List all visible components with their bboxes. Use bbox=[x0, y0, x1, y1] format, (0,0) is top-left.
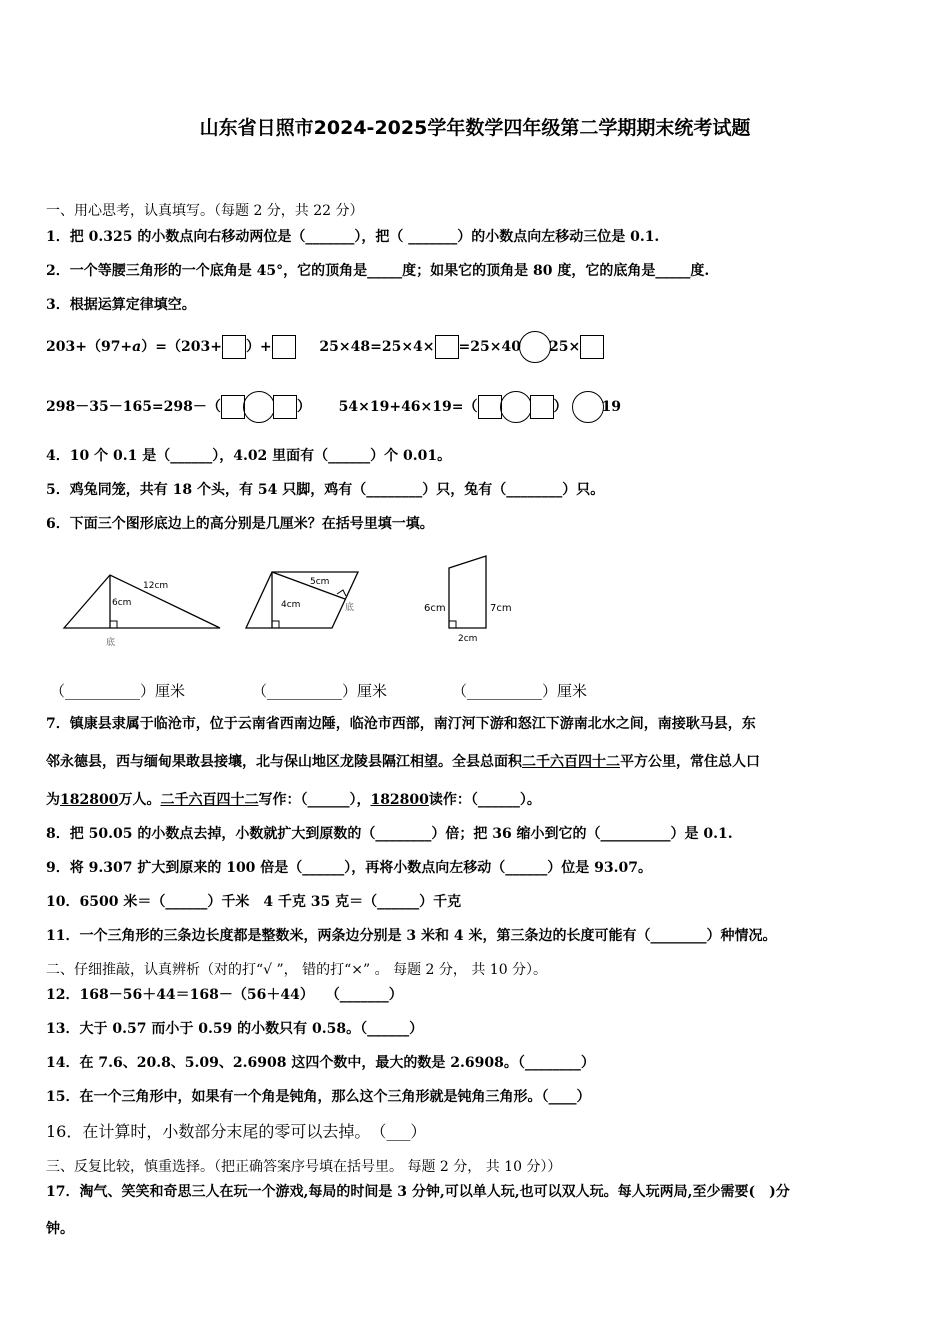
answer-box[interactable] bbox=[580, 335, 604, 359]
answer-box[interactable] bbox=[273, 395, 297, 419]
question-5: 5．鸡兔同笼，共有 18 个头，有 54 只脚，鸡有（________）只，兔有（________）只。 bbox=[46, 482, 605, 498]
fig3-bottom-label: 2cm bbox=[458, 634, 478, 644]
question-7-line-2: 邻永德县，西与缅甸果敢县接壤，北与保山地区龙陵县隔江相望。全县总面积二千六百四十二平方公里，常住总人口 bbox=[46, 754, 760, 770]
q6-answer-3: （__________）厘米 bbox=[452, 682, 588, 700]
question-14: 14．在 7.6、20.8、5.09、2.6908 这四个数中，最大的数是 2.6908。（________） bbox=[46, 1055, 595, 1071]
answer-box[interactable] bbox=[530, 395, 554, 419]
fig2-base-label: 底 bbox=[345, 603, 355, 613]
question-4: 4．10 个 0.1 是（______），4.02 里面有（______）个 0.01。 bbox=[46, 448, 452, 464]
question-10: 10．6500 米＝（______）千米 4 千克 35 克＝（______）千克 bbox=[46, 894, 462, 910]
fig2-height-label: 4cm bbox=[281, 600, 301, 610]
question-17-line-1: 17．淘气、笑笑和奇思三人在玩一个游戏,每局的时间是 3 分钟,可以单人玩,也可以双人玩。每人玩两局,至少需要( )分 bbox=[46, 1184, 790, 1200]
q6-answer-2: （__________）厘米 bbox=[252, 682, 388, 700]
question-7-line-3: 为182800万人。二千六百四十二写作：（______），182800读作：（______）。 bbox=[46, 792, 541, 808]
fig2-side-label: 5cm bbox=[310, 577, 330, 587]
section-2-heading: 二、仔细推敲，认真辨析（对的打“√ ”， 错的打“×” 。 每题 2 分， 共 10 分）。 bbox=[46, 962, 548, 978]
answer-circle[interactable] bbox=[243, 391, 275, 423]
fig1-side-label: 12cm bbox=[143, 581, 169, 591]
answer-box[interactable] bbox=[272, 335, 296, 359]
answer-box[interactable] bbox=[222, 335, 246, 359]
question-6: 6．下面三个图形底边上的高分别是几厘米？在括号里填一填。 bbox=[46, 516, 434, 532]
question-8: 8．把 50.05 的小数点去掉，小数就扩大到原数的（________）倍；把 36 缩小到它的（__________）是 0.1. bbox=[46, 826, 733, 842]
answer-box[interactable] bbox=[435, 335, 459, 359]
question-11: 11．一个三角形的三条边长度都是整数米，两条边分别是 3 米和 4 米，第三条边的长度可能有（________）种情况。 bbox=[46, 928, 777, 944]
answer-circle[interactable] bbox=[500, 391, 532, 423]
parallelogram-figure bbox=[246, 572, 358, 628]
trapezoid-figure bbox=[449, 556, 486, 628]
question-2: 2．一个等腰三角形的一个底角是 45°，它的顶角是_____度；如果它的顶角是 80 度，它的底角是_____度. bbox=[46, 263, 710, 279]
section-1-heading: 一、用心思考，认真填写。（每题 2 分，共 22 分） bbox=[46, 203, 364, 219]
fig3-right-label: 7cm bbox=[490, 603, 512, 614]
question-17-line-2: 钟。 bbox=[46, 1221, 74, 1237]
question-12: 12．168－56＋44＝168－（56＋44） （_______） bbox=[46, 987, 403, 1003]
answer-box[interactable] bbox=[221, 395, 245, 419]
triangle-figure bbox=[64, 575, 220, 628]
fig3-left-label: 6cm bbox=[424, 603, 446, 614]
answer-circle[interactable] bbox=[572, 391, 604, 423]
page-title: 山东省日照市2024-2025学年数学四年级第二学期期末统考试题 bbox=[199, 117, 751, 139]
question-3-row-2: 298－35－165=298－（ ） 54×19+46×19=（ ） 19 bbox=[46, 391, 621, 423]
section-3-heading: 三、反复比较，慎重选择。（把正确答案序号填在括号里。 每题 2 分， 共 10 分）） bbox=[46, 1159, 562, 1175]
question-3-row-1: 203+（97+a）=（203+ ）+ 25×48=25×4× =25×40 25× bbox=[46, 331, 604, 363]
answer-box[interactable] bbox=[478, 395, 502, 419]
fig1-base-label: 底 bbox=[106, 638, 116, 648]
q6-answer-1: （__________）厘米 bbox=[50, 682, 186, 700]
answer-circle[interactable] bbox=[519, 331, 551, 363]
question-16: 16．在计算时，小数部分末尾的零可以去掉。 （___） bbox=[46, 1122, 427, 1141]
question-6-figures bbox=[40, 548, 560, 658]
question-15: 15．在一个三角形中，如果有一个角是钝角，那么这个三角形就是钝角三角形。（____） bbox=[46, 1089, 591, 1105]
fig1-height-label: 6cm bbox=[112, 598, 132, 608]
question-1: 1．把 0.325 的小数点向右移动两位是（_______），把（ _______）的小数点向左移动三位是 0.1. bbox=[46, 229, 660, 245]
question-3: 3．根据运算定律填空。 bbox=[46, 297, 196, 313]
question-9: 9．将 9.307 扩大到原来的 100 倍是（______），再将小数点向左移动（______）位是 93.07。 bbox=[46, 860, 653, 876]
question-7-line-1: 7．镇康县隶属于临沧市，位于云南省西南边陲，临沧市西部，南汀河下游和怒江下游南北水之间，南接耿马县，东 bbox=[46, 716, 756, 732]
question-13: 13．大于 0.57 而小于 0.59 的小数只有 0.58。（______） bbox=[46, 1021, 424, 1037]
